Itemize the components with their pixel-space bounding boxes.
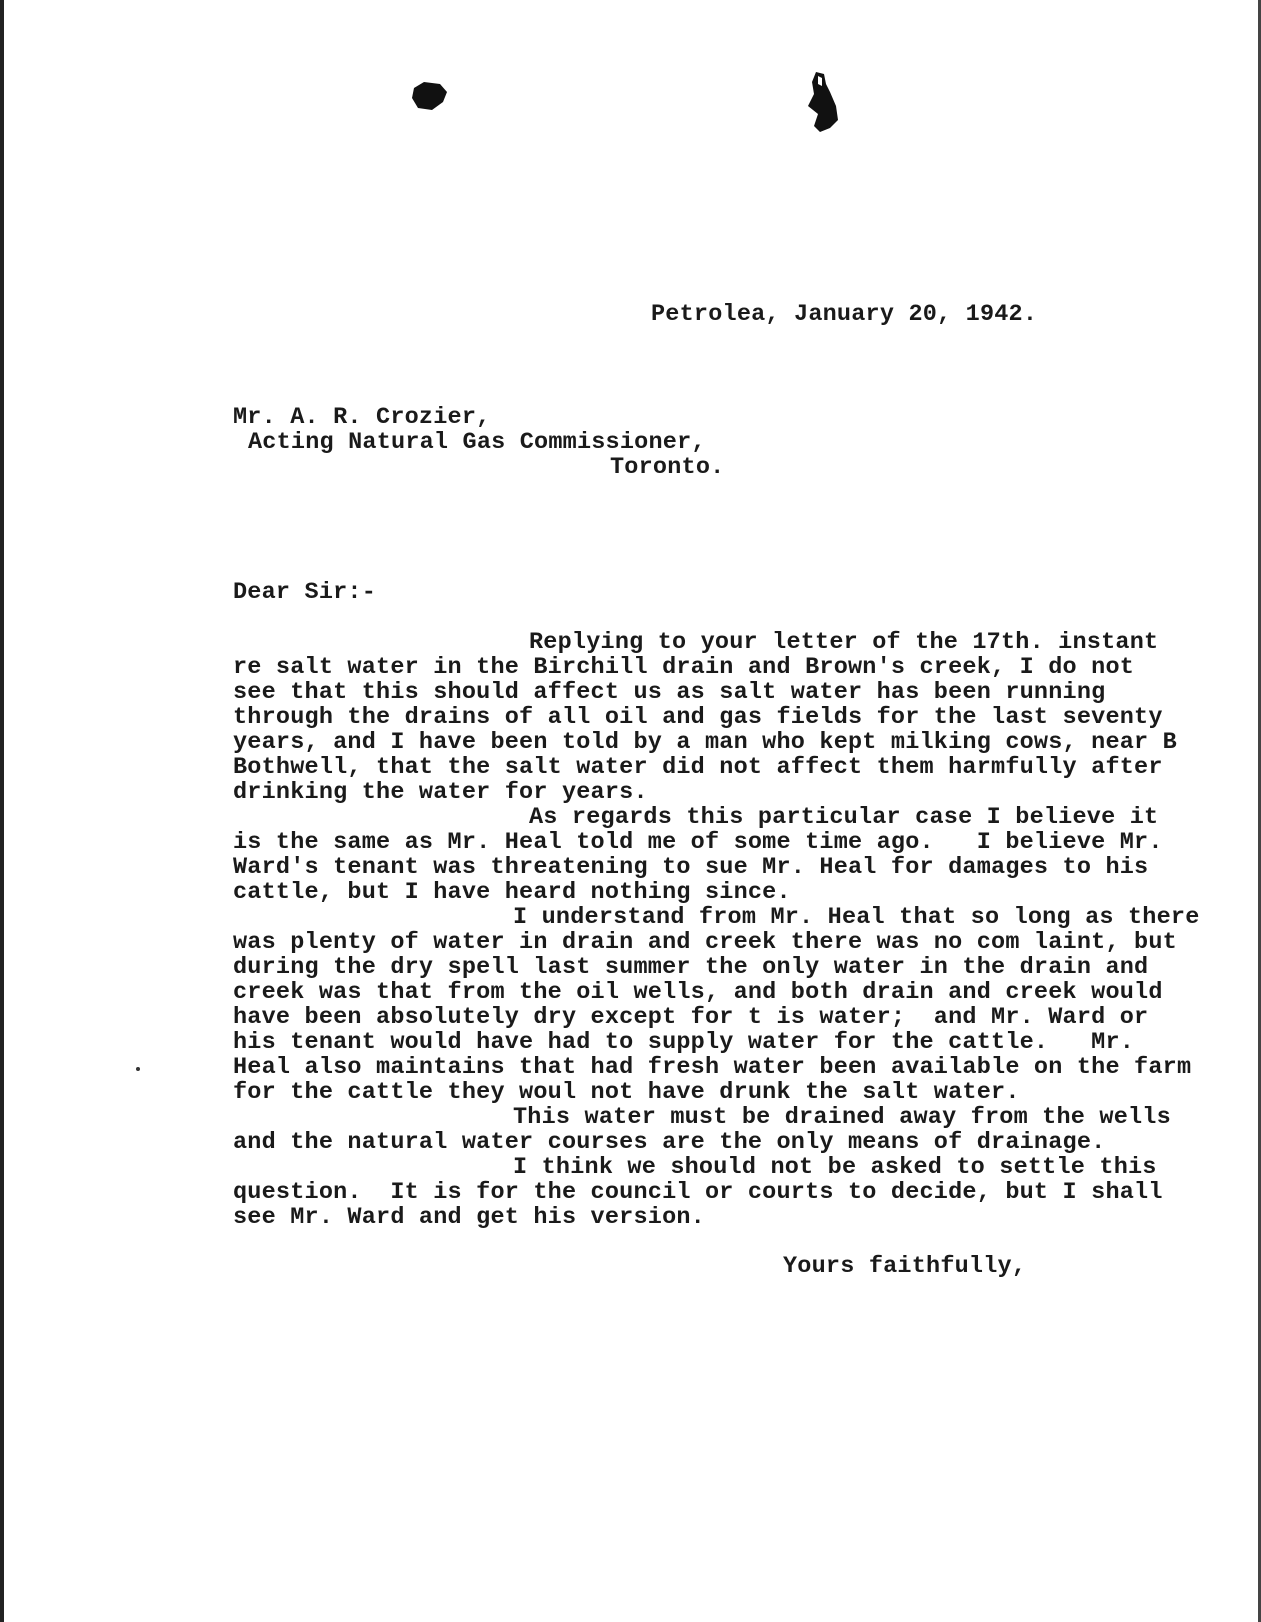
body-line: was plenty of water in drain and creek there was no com laint, but xyxy=(233,929,1177,956)
recipient-name: Mr. A. R. Crozier, xyxy=(233,404,491,431)
salutation: Dear Sir:- xyxy=(233,579,377,606)
body-line: years, and I have been told by a man who kept milking cows, near B xyxy=(233,729,1177,756)
body-line: his tenant would have had to supply water for the cattle. Mr. xyxy=(233,1029,1135,1056)
body-line: drinking the water for years. xyxy=(233,779,648,806)
recipient-city: Toronto. xyxy=(610,454,725,481)
dateline: Petrolea, January 20, 1942. xyxy=(651,301,1038,328)
body-line: see Mr. Ward and get his version. xyxy=(233,1204,705,1231)
body-line: question. It is for the council or courts to decide, but I shall xyxy=(233,1179,1163,1206)
stray-mark xyxy=(136,1067,140,1071)
body-line: cattle, but I have heard nothing since. xyxy=(233,879,791,906)
body-line: have been absolutely dry except for t is water; and Mr. Ward or xyxy=(233,1004,1149,1031)
body-line: This water must be drained away from the wells xyxy=(513,1104,1171,1131)
body-line: creek was that from the oil wells, and both drain and creek would xyxy=(233,979,1163,1006)
body-line: during the dry spell last summer the only water in the drain and xyxy=(233,954,1149,981)
closing: Yours faithfully, xyxy=(783,1253,1027,1280)
body-line: I think we should not be asked to settle this xyxy=(513,1154,1157,1181)
body-line: As regards this particular case I believe it xyxy=(529,804,1159,831)
body-line: Replying to your letter of the 17th. instant xyxy=(529,629,1159,656)
body-line: through the drains of all oil and gas fields for the last seventy xyxy=(233,704,1163,731)
body-line: Ward's tenant was threatening to sue Mr. Heal for damages to his xyxy=(233,854,1149,881)
body-line: for the cattle they woul not have drunk the salt water. xyxy=(233,1079,1020,1106)
body-line: Bothwell, that the salt water did not affect them harmfully after xyxy=(233,754,1163,781)
punch-hole-left xyxy=(410,80,450,112)
body-line: see that this should affect us as salt water has been running xyxy=(233,679,1106,706)
punch-hole-right xyxy=(800,70,840,134)
body-line: is the same as Mr. Heal told me of some time ago. I believe Mr. xyxy=(233,829,1163,856)
body-line: re salt water in the Birchill drain and Brown's creek, I do not xyxy=(233,654,1135,681)
recipient-title: Acting Natural Gas Commissioner, xyxy=(248,429,706,456)
scan-edge-left xyxy=(0,0,4,1622)
body-line: and the natural water courses are the only means of drainage. xyxy=(233,1129,1106,1156)
body-line: I understand from Mr. Heal that so long as there xyxy=(513,904,1200,931)
body-line: Heal also maintains that had fresh water been available on the farm xyxy=(233,1054,1192,1081)
